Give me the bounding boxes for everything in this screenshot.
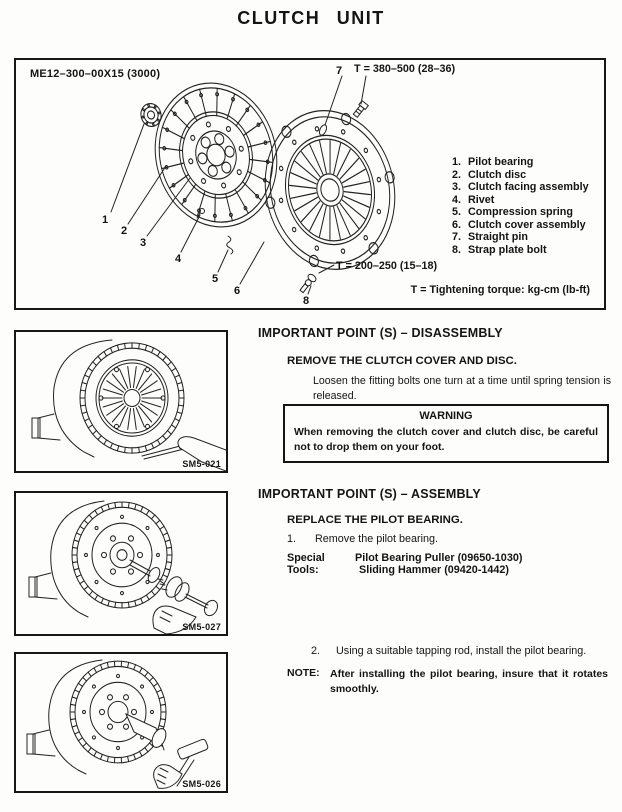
assembly-subheading: REPLACE THE PILOT BEARING. [287, 514, 463, 526]
part-number: 6. [452, 218, 462, 231]
part-number: 1. [452, 156, 462, 168]
parts-list-item [452, 156, 608, 169]
cover-bolt-drawing [352, 101, 368, 119]
pilot-bearing-puller-drawing [16, 493, 226, 634]
figure-box-sm5-026 [14, 652, 228, 793]
parts-list [452, 156, 608, 256]
assembly-step-1 [287, 533, 438, 545]
figure-box-sm5-027 [14, 491, 228, 636]
parts-list-item [452, 244, 608, 257]
straight-pin-drawing [318, 124, 328, 136]
disassembly-heading: IMPORTANT POINT (S) – DISASSEMBLY [258, 326, 503, 340]
hammer-drawing [177, 738, 209, 759]
part-number: 4. [452, 193, 462, 206]
callout-7: 7 [336, 65, 343, 77]
warning-title: WARNING [419, 410, 473, 422]
special-tools [287, 552, 522, 576]
strap-plate-bolt-drawing [298, 273, 317, 294]
callout-2: 2 [121, 225, 128, 237]
clutch-cover-drawing [249, 98, 410, 282]
special-tools-label: Special Tools: [287, 552, 325, 576]
special-tool: Pilot Bearing Puller (09650-1030) [355, 552, 523, 564]
step-text: Using a suitable tapping rod, install the pilot bearing. [336, 645, 587, 657]
callout-1: 1 [102, 214, 109, 226]
warning-box [283, 404, 609, 463]
callout-3: 3 [140, 237, 147, 249]
warning-body: When removing the clutch cover and clutch disc, be careful not to drop them on your foot. [294, 426, 598, 453]
part-number: 2. [452, 168, 462, 181]
part-label: Clutch facing assembly [468, 181, 589, 193]
part-label: Clutch cover assembly [468, 218, 586, 231]
part-label: Compression spring [468, 206, 573, 218]
part-number: 8. [452, 243, 462, 256]
assembly-note [287, 667, 608, 696]
callout-5: 5 [212, 273, 219, 285]
torque-note: T = Tightening torque: kg-cm (lb-ft) [410, 284, 590, 296]
torque-bottom-label: T = 200–250 (15–18) [336, 260, 438, 272]
torque-top-label: T = 380–500 (28–36) [354, 63, 456, 75]
step-text: Remove the pilot bearing. [315, 533, 439, 545]
part-label: Rivet [468, 193, 495, 206]
callout-8: 8 [303, 295, 310, 307]
pilot-bearing-install-drawing [16, 654, 226, 791]
figure-id: SM5-021 [182, 459, 221, 469]
callout-6: 6 [234, 285, 241, 297]
part-label: Straight pin [468, 231, 528, 243]
figure-id: SM5-027 [182, 622, 221, 632]
part-label: Pilot bearing [468, 156, 534, 168]
exploded-diagram-box [14, 58, 606, 310]
part-number: 3. [452, 181, 462, 193]
parts-list-item [452, 231, 608, 244]
special-tool: Sliding Hammer (09420-1442) [359, 564, 510, 576]
special-tools-list [355, 552, 522, 576]
figure-box-sm5-021 [14, 330, 228, 473]
disassembly-body: Loosen the fitting bolts one turn at a time until spring tension is released. [313, 375, 611, 402]
note-body: After installing the pilot bearing, insure that it rotates smoothly. [330, 668, 608, 695]
clutch-cover-removal-drawing [16, 332, 226, 471]
parts-list-item [452, 219, 608, 232]
part-number: 7. [452, 231, 462, 243]
pilot-bearing-drawing [139, 101, 164, 128]
model-code: ME12–300–00X15 (3000) [30, 68, 161, 80]
parts-list-item [452, 194, 608, 207]
callout-4: 4 [175, 253, 182, 265]
step-number: 2. [311, 645, 321, 657]
parts-list-item [452, 181, 608, 194]
leader-lines [111, 76, 366, 294]
note-label: NOTE: [287, 667, 320, 679]
part-label: Strap plate bolt [468, 243, 547, 256]
figure-id: SM5-026 [182, 779, 221, 789]
part-number: 5. [452, 206, 462, 218]
page-title: CLUTCH UNIT [237, 8, 385, 28]
assembly-heading: IMPORTANT POINT (S) – ASSEMBLY [258, 487, 481, 501]
assembly-step-2 [311, 645, 586, 657]
parts-list-item [452, 169, 608, 182]
disassembly-subheading: REMOVE THE CLUTCH COVER AND DISC. [287, 355, 517, 367]
step-number: 1. [287, 533, 297, 545]
parts-list-item [452, 206, 608, 219]
part-label: Clutch disc [468, 168, 527, 181]
